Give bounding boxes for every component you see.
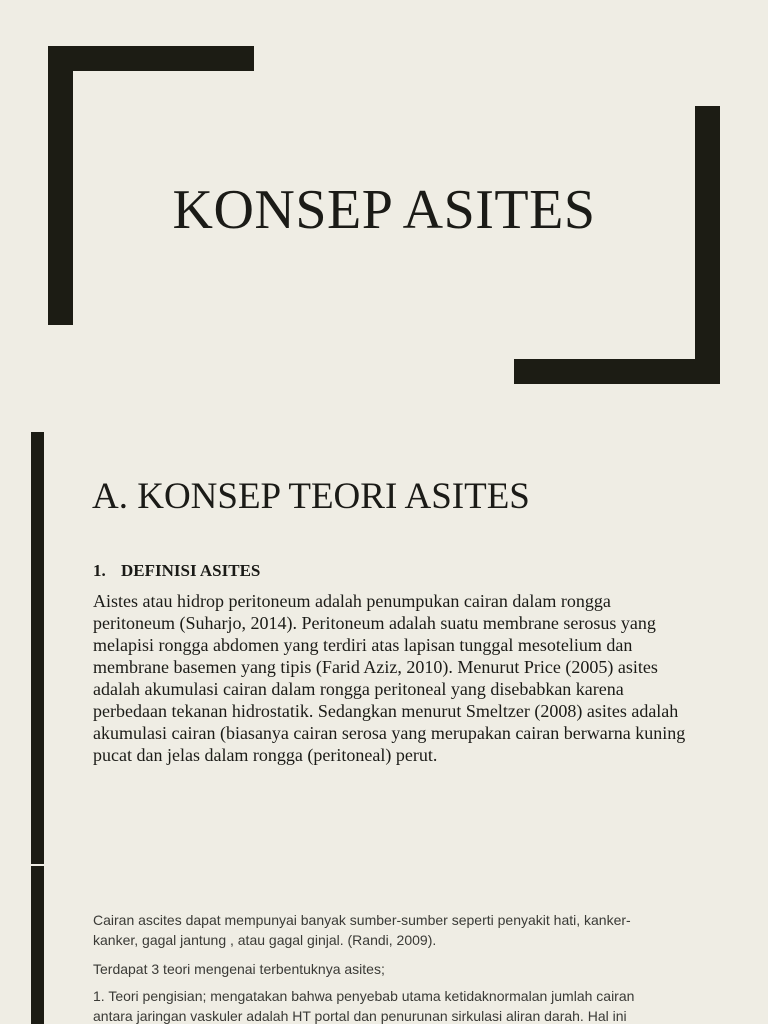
title-slide [0, 0, 768, 432]
sources-paragraph: Cairan ascites dapat mempunyai banyak sumber-sumber seperti penyakit hati, kanker-kanker, gagal jantung , atau gagal ginjal. (Randi, 2009). [93, 912, 631, 948]
subsection-heading-text: DEFINISI ASITES [121, 561, 261, 580]
definition-paragraph: Aistes atau hidrop peritoneum adalah penumpukan cairan dalam rongga peritoneum (Suharjo, 2014). Peritoneum adalah suatu membrane serosus yang melapisi rongga abdomen yang terdiri atas lapisan tunggal mesotelium dan membrane basemen yang tipis (Farid Aziz, 2010). Menurut Price (2005) asites adalah akumulasi cairan dalam rongga peritoneal yang disebabkan karena perbedaan tekanan hidrostatik. Sedangkan menurut Smeltzer (2008) asites adalah akumulasi cairan (biasanya cairan serosa yang merupakan cairan berwarna kuning pucat dan jelas dalam rongga (peritoneal) perut. [93, 591, 686, 765]
left-accent-bar [31, 432, 44, 864]
continuation-slide [0, 864, 768, 1024]
frame-bottom-right-vertical-bar [695, 106, 720, 384]
theories-intro-paragraph: Terdapat 3 teori mengenai terbentuknya asites; [93, 961, 385, 977]
frame-bottom-right-horizontal-bar [514, 359, 720, 384]
theory-one-paragraph: 1. Teori pengisian; mengatakan bahwa penyebab utama ketidaknormalan jumlah cairan antara jaringan vaskuler adalah HT portal dan penurunan sirkulasi aliran darah. Hal ini [93, 988, 635, 1024]
definition-slide [0, 432, 768, 864]
frame-top-left-horizontal-bar [48, 46, 254, 71]
left-accent-bar [31, 866, 44, 1024]
subsection-number: 1. [93, 561, 106, 580]
slide-title: KONSEP ASITES [172, 179, 596, 241]
section-title: A. KONSEP TEORI ASITES [92, 476, 530, 517]
subsection-heading [93, 560, 260, 582]
